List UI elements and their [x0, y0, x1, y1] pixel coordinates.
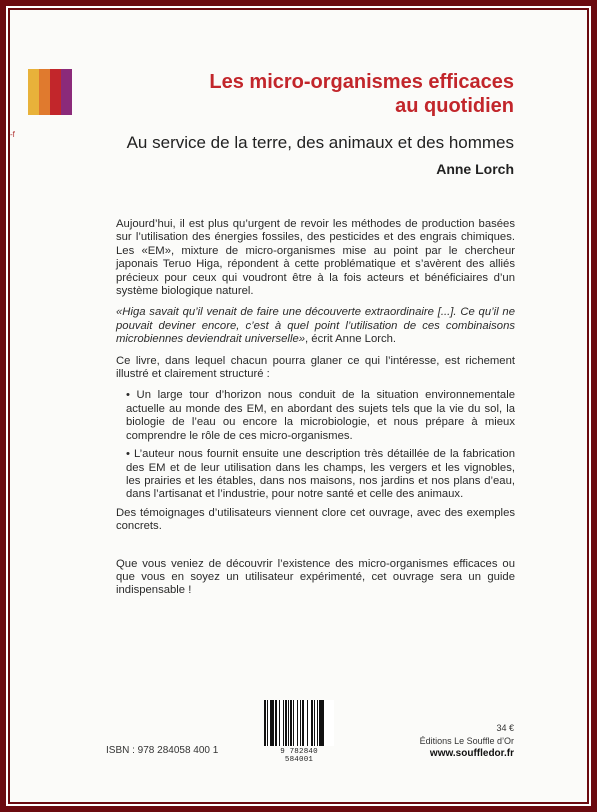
website: www.souffledor.fr [429, 748, 514, 759]
blurb-bullet-1: • Un large tour d’horizon nous conduit de la situation environnementale actuelle au monde des EM, en abordant des sujets tels que la vie du sol, la biologie de l’eau ou encore la microbiologie, et nous prépare à mieux comprendre le rôle de ces micro-organismes. [126, 389, 515, 442]
barcode-bar [324, 700, 325, 746]
blurb [116, 218, 515, 606]
blurb-quote: «Higa savait qu’il venait de faire une découverte extraordinaire [...]. Ce qu’il ne pouvait deviner encore, c’est à quel point l’utilisation de ces combinaisons microbiennes deviendrait universelle» [116, 306, 515, 346]
barcode-block [264, 700, 334, 764]
isbn: ISBN : 978 284058 400 1 [106, 745, 219, 756]
author-name: Anne Lorch [436, 161, 514, 177]
edge-mark: -f [10, 130, 15, 139]
price: 34 € [496, 723, 514, 733]
blurb-spacer [116, 542, 515, 558]
blurb-paragraph-structure: Ce livre, dans lequel chacun pourra glaner ce qui l’intéresse, est richement illustré et clairement structuré : [116, 354, 515, 381]
publisher: Éditions Le Souffle d’Or [419, 736, 514, 746]
title-line-2: au quotidien [395, 95, 514, 117]
barcode-digits: 9 782840 584001 [280, 748, 318, 764]
stripe-red [50, 69, 61, 115]
blurb-quote-paragraph [116, 306, 515, 346]
stripe-yellow [28, 69, 39, 115]
blurb-bullet-2: • L’auteur nous fournit ensuite une description très détaillée de la fabrication des EM et de leur utilisation dans les champs, les vergers et les vignobles, les prairies et les étables, dans nos maisons, nos jardins et nos plans d’eau, dans l’artisanat et l’industrie, pour notre santé et celle des animaux. [126, 448, 515, 501]
book-subtitle: Au service de la terre, des animaux et des hommes [126, 133, 514, 152]
blurb-paragraph-intro: Aujourd’hui, il est plus qu’urgent de revoir les méthodes de production basées sur l’utilisation des énergies fossiles, des pesticides et des engrais chimiques. Les «EM», mixture de micro-organismes mise au point par le chercheur japonais Teruo Higa, répondent à cette problématique et s’avèrent des alliés précieux pour ceux qui voudront être à la fois acteurs et bénéficiaires d’un système biologique naturel. [116, 218, 515, 298]
stripe-orange [39, 69, 50, 115]
blurb-paragraph-closing: Que vous veniez de découvrir l’existence des micro-organismes efficaces ou que vous en soyez un utilisateur expérimenté, cet ouvrage sera un guide indispensable ! [116, 557, 515, 597]
stripe-purple [61, 69, 72, 115]
title-line-1: Les micro-organismes efficaces [209, 71, 514, 93]
quote-attribution: , écrit Anne Lorch. [305, 333, 397, 346]
blurb-paragraph-testimonials: Des témoignages d’utilisateurs viennent clore cet ouvrage, avec des exemples concrets. [116, 506, 515, 533]
book-title [130, 70, 514, 118]
back-cover [10, 10, 587, 802]
barcode [264, 700, 334, 746]
color-stripes [28, 69, 72, 115]
